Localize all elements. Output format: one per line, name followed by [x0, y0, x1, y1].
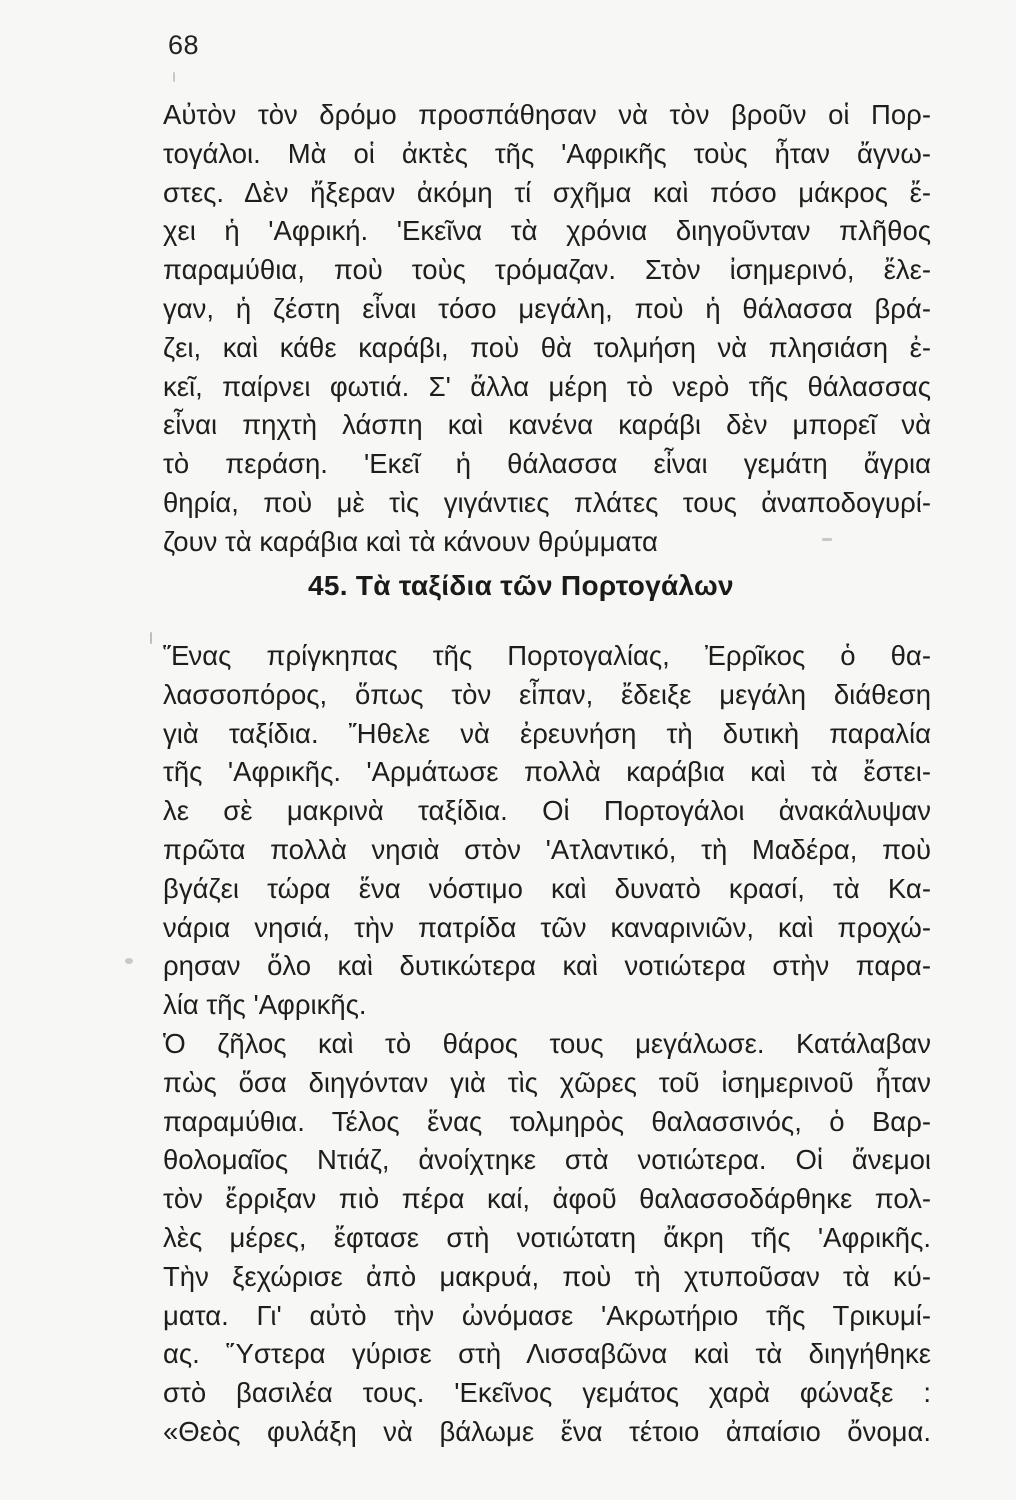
text-line: τογάλοι. Μὰ οἱ ἀκτὲς τῆς 'Αφρικῆς τοὺς ἦταν ἄγνω- — [163, 137, 931, 169]
text-line: νάρια νησιά, τὴν πατρίδα τῶν καναρινιῶν, καὶ προχώ- — [163, 911, 931, 943]
text-line: βγάζει τώρα ἕνα νόστιμο καὶ δυνατὸ κρασί, τὰ Κα- — [163, 872, 931, 904]
scan-speck — [173, 72, 175, 82]
text-line: στὸ βασιλέα τους. 'Εκεῖνος γεμάτος χαρὰ φώναξε : — [163, 1377, 931, 1409]
page-number: 68 — [168, 30, 200, 60]
scan-speck — [125, 958, 133, 964]
text-line: θολομαῖος Ντιάζ, ἀνοίχτηκε στὰ νοτιώτερα. Οἱ ἄνεμοι — [163, 1144, 931, 1176]
text-line: ας. Ὕστερα γύρισε στὴ Λισσαβῶνα καὶ τὰ διηγήθηκε — [163, 1338, 931, 1370]
text-line: γαν, ἡ ζέστη εἶναι τόσο μεγάλη, ποὺ ἡ θάλασσα βρά- — [163, 292, 931, 324]
section-heading: 45. Τὰ ταξίδια τῶν Πορτογάλων — [308, 570, 734, 601]
text-line: παραμύθια, ποὺ τοὺς τρόμαζαν. Στὸν ἰσημερινό, ἔλε- — [163, 254, 931, 286]
text-line: θηρία, ποὺ μὲ τὶς γιγάντιες πλάτες τους ἀναποδογυρί- — [163, 486, 931, 518]
text-line: στες. Δὲν ἤξεραν ἀκόμη τί σχῆμα καὶ πόσο μάκρος ἔ- — [163, 176, 931, 208]
text-line: τῆς 'Αφρικῆς. 'Αρμάτωσε πολλὰ καράβια καὶ τὰ ἔστει- — [163, 756, 931, 788]
text-line: Ἕνας πρίγκηπας τῆς Πορτογαλίας, Ἐρρῖκος ὁ θα- — [163, 640, 931, 671]
text-line: Τὴν ξεχώρισε ἀπὸ μακρυά, ποὺ τὴ χτυποῦσαν τὰ κύ- — [163, 1260, 931, 1292]
scan-speck — [822, 538, 832, 541]
text-line: ζουν τὰ καράβια καὶ τὰ κάνουν θρύμματα — [163, 525, 658, 557]
text-line: Αὐτὸν τὸν δρόμο προσπάθησαν νὰ τὸν βροῦν οἱ Πορ- — [163, 99, 931, 130]
text-line: κεῖ, παίρνει φωτιά. Σ' ἄλλα μέρη τὸ νερὸ τῆς θάλασσας — [163, 370, 931, 402]
text-line: ρησαν ὅλο καὶ δυτικώτερα καὶ νοτιώτερα στὴν παρα- — [163, 950, 931, 982]
text-line: ματα. Γι' αὐτὸ τὴν ὠνόμασε 'Ακρωτήριο τῆς Τρικυμί- — [163, 1299, 931, 1331]
text-line: «Θεὸς φυλάξη νὰ βάλωμε ἕνα τέτοιο ἀπαίσιο ὄνομα. — [163, 1415, 931, 1447]
text-line: λὲς μέρες, ἔφτασε στὴ νοτιώτατη ἄκρη τῆς 'Αφρικῆς. — [163, 1221, 931, 1253]
text-line: τὸν ἔρριξαν πιὸ πέρα καί, ἀφοῦ θαλασσοδάρθηκε πολ- — [163, 1183, 931, 1215]
text-line: Ὁ ζῆλος καὶ τὸ θάρος τους μεγάλωσε. Κατάλαβαν — [163, 1027, 931, 1059]
text-line: πρῶτα πολλὰ νησιὰ στὸν 'Ατλαντικό, τὴ Μαδέρα, ποὺ — [163, 833, 931, 865]
text-line: λασσοπόρος, ὅπως τὸν εἶπαν, ἔδειξε μεγάλη διάθεση — [163, 678, 931, 710]
text-line: εἶναι πηχτὴ λάσπη καὶ κανένα καράβι δὲν μπορεῖ νὰ — [163, 409, 931, 441]
text-line: χει ἡ 'Αφρική. 'Εκεῖνα τὰ χρόνια διηγοῦνταν πλῆθος — [163, 215, 931, 247]
text-line: ζει, καὶ κάθε καράβι, ποὺ θὰ τολμήση νὰ πλησιάση ἐ- — [163, 331, 931, 363]
text-line: λε σὲ μακρινὰ ταξίδια. Οἱ Πορτογάλοι ἀνακάλυψαν — [163, 795, 931, 827]
paragraph-portuguese-route — [163, 96, 931, 562]
text-line: παραμύθια. Τέλος ἕνας τολμηρὸς θαλασσινός, ὁ Βαρ- — [163, 1105, 931, 1137]
paragraph-portuguese-voyages — [163, 637, 931, 1452]
text-line: γιὰ ταξίδια. Ἤθελε νὰ ἐρευνήση τὴ δυτικὴ παραλία — [163, 717, 931, 749]
text-line: λία τῆς 'Αφρικῆς. — [163, 989, 367, 1021]
text-line: πὼς ὅσα διηγόνταν γιὰ τὶς χῶρες τοῦ ἰσημερινοῦ ἦταν — [163, 1066, 931, 1098]
text-line: τὸ περάση. 'Εκεῖ ἡ θάλασσα εἶναι γεμάτη ἄγρια — [163, 448, 931, 480]
scan-speck — [150, 632, 152, 644]
